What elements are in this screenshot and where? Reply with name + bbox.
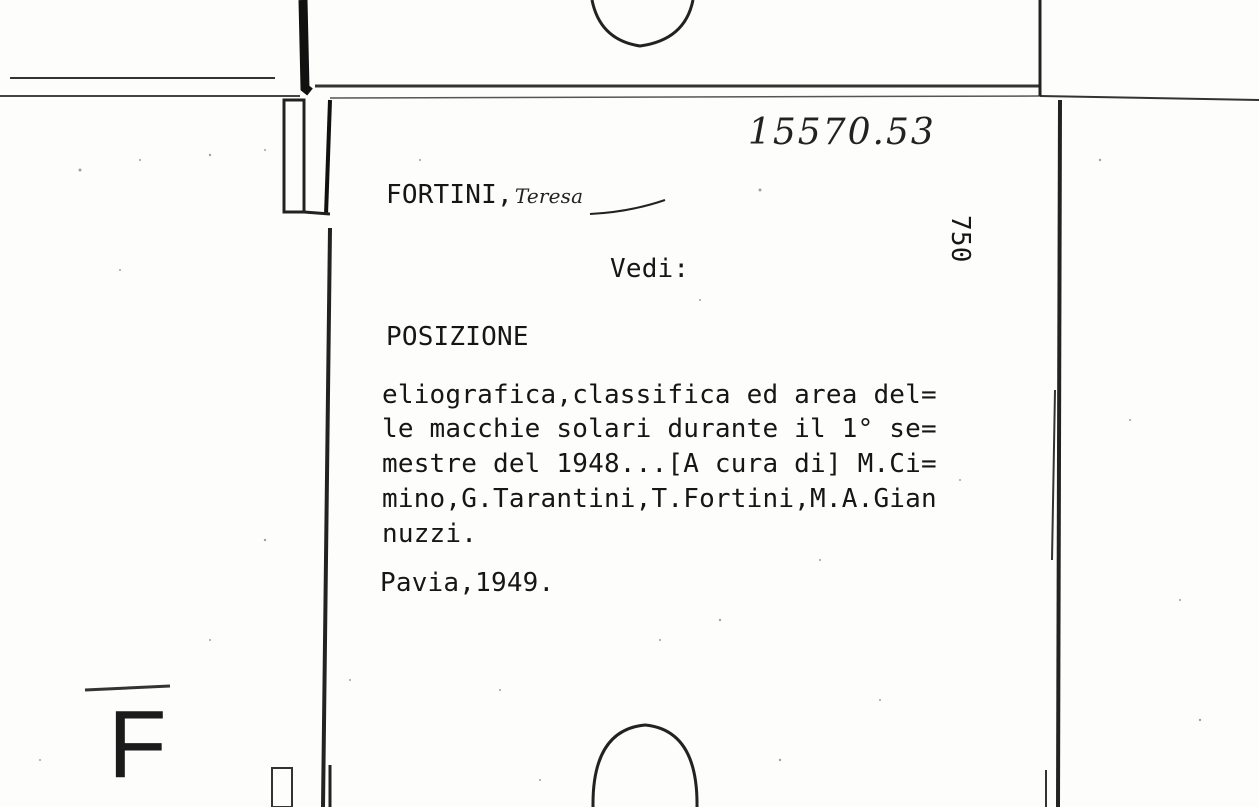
see-reference: Vedi: [610,254,690,284]
author-heading [386,180,583,210]
author-first-name: Teresa [514,184,584,208]
author-surname: FORTINI, [386,180,513,210]
title-line: eliografica,classifica ed area del= [382,380,937,410]
title-line: mino,G.Tarantini,T.Fortini,M.A.Gian [382,484,937,514]
side-number: 750 [945,215,975,263]
punch-hole-bottom [593,725,697,807]
drawer-letter: F [108,691,167,798]
title-line: mestre del 1948...[A cura di] M.Ci= [382,449,937,479]
imprint: Pavia,1949. [380,568,555,598]
title-line: nuzzi. [382,519,478,549]
title-line: le macchie solari durante il 1° se= [382,414,937,444]
catalog-number: 15570.53 [748,112,936,153]
title-heading: POSIZIONE [386,322,529,352]
punch-hole-top [592,0,693,46]
